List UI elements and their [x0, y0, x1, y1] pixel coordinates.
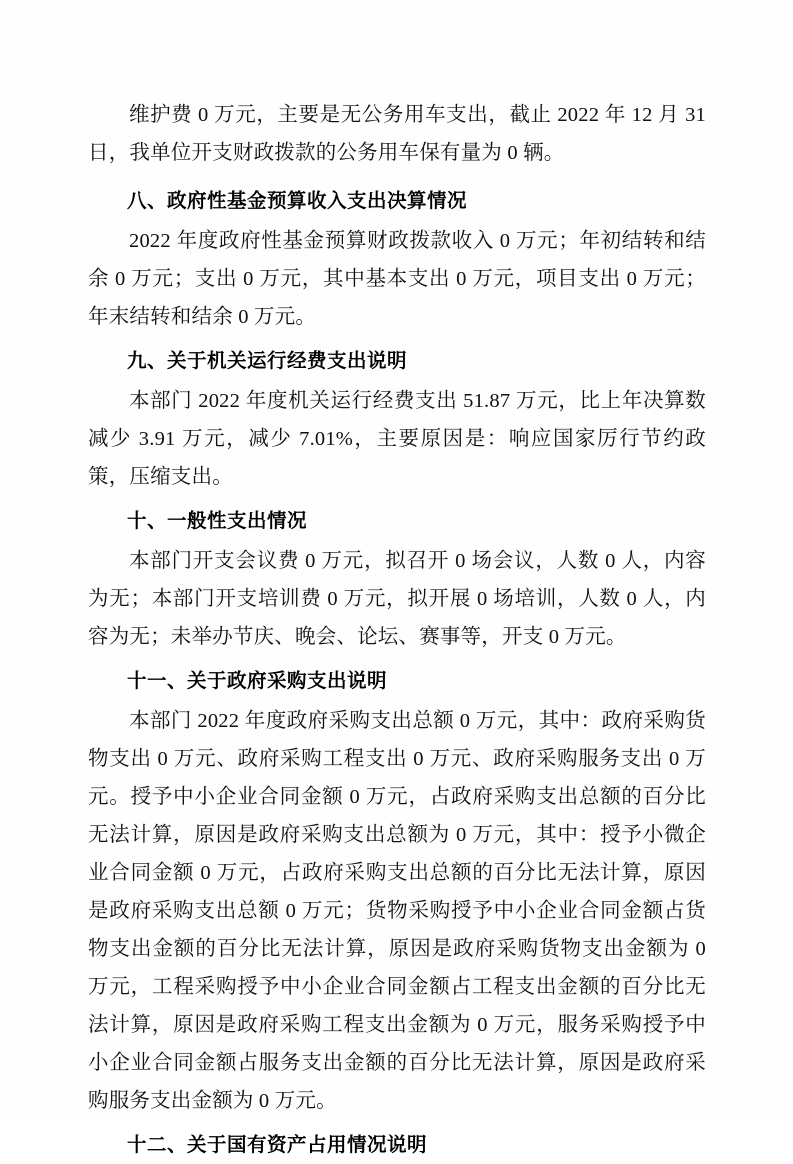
- block-vehicle-maintenance: [88, 96, 706, 172]
- block-section-9: [88, 342, 706, 496]
- paragraph-vehicle-maintenance: 维护费 0 万元，主要是无公务用车支出，截止 2022 年 12 月 31 日，我单位开支财政拨款的公务用车保有量为 0 辆。: [88, 104, 706, 164]
- heading-section-8: 八、政府性基金预算收入支出决算情况: [127, 189, 468, 212]
- block-section-12: [88, 1126, 706, 1164]
- document-body: [88, 96, 706, 1164]
- heading-section-11: 十一、关于政府采购支出说明: [127, 669, 388, 692]
- heading-section-12: 十二、关于国有资产占用情况说明: [127, 1133, 428, 1156]
- block-section-11: [88, 662, 706, 1120]
- paragraph-section-10: 本部门开支会议费 0 万元，拟召开 0 场会议，人数 0 人，内容为无；本部门开支培训费 0 万元，拟开展 0 场培训，人数 0 人，内容为无；未举办节庆、晚会、论坛、赛事等，开支 0 万元。: [88, 550, 706, 648]
- block-section-10: [88, 502, 706, 656]
- block-section-8: [88, 182, 706, 336]
- heading-section-9: 九、关于机关运行经费支出说明: [127, 349, 408, 372]
- paragraph-section-9: 本部门 2022 年度机关运行经费支出 51.87 万元，比上年决算数减少 3.91 万元，减少 7.01%，主要原因是：响应国家厉行节约政策，压缩支出。: [88, 390, 706, 488]
- paragraph-section-11: 本部门 2022 年度政府采购支出总额 0 万元，其中：政府采购货物支出 0 万元、政府采购工程支出 0 万元、政府采购服务支出 0 万元。授予中小企业合同金额 0 万元，占政府采购支出总额的百分比无法计算，原因是政府采购支出总额为 0 万元，其中：授予小微企业合同金额 0 万元，占政府采购支出总额的百分比无法计算，原因是政府采购支出总额 0 万元；货物采购授予中小企业合同金额占货物支出金额的百分比无法计算，原因是政府采购货物支出金额为 0 万元，工程采购授予中小企业合同金额占工程支出金额的百分比无法计算，原因是政府采购工程支出金额为 0 万元，服务采购授予中小企业合同金额占服务支出金额的百分比无法计算，原因是政府采购服务支出金额为 0 万元。: [88, 710, 706, 1112]
- heading-section-10: 十、一般性支出情况: [127, 509, 308, 532]
- paragraph-section-8: 2022 年度政府性基金预算财政拨款收入 0 万元；年初结转和结余 0 万元；支出 0 万元，其中基本支出 0 万元，项目支出 0 万元；年末结转和结余 0 万元。: [88, 230, 706, 328]
